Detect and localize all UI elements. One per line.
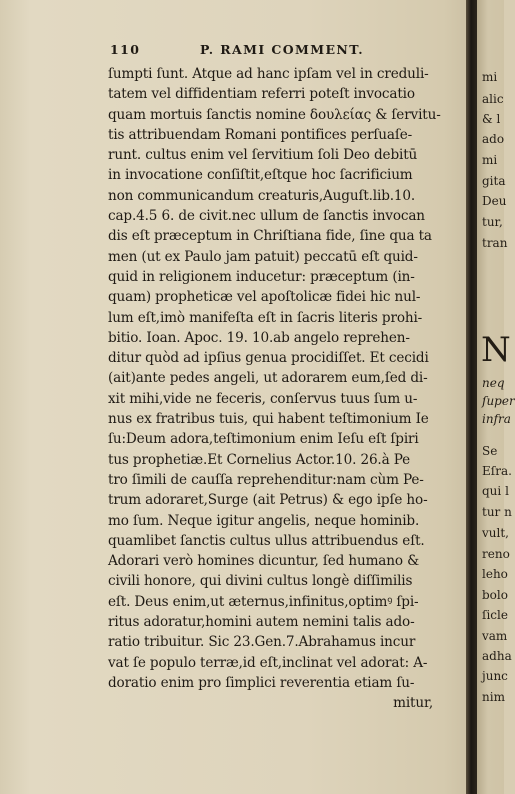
right-page-fragment: tur, — [482, 215, 503, 229]
text-line: ſumpti ſunt. Atque ad hanc ipſam vel in creduli- — [108, 66, 429, 82]
text-line: (ait)ante pedes angeli, ut adorarem eum,ſed di- — [108, 370, 428, 387]
right-page-initial: N — [481, 330, 511, 370]
right-page-fragment: alic — [482, 92, 504, 106]
right-page-fragment: mi — [482, 153, 498, 167]
text-line: quamlibet ſanctis cultus ullus attribuendus eſt. — [108, 532, 425, 549]
right-page-fragment: nim — [482, 690, 505, 704]
text-line: men (ut ex Paulo jam patuit) peccatū eſt quid- — [108, 248, 418, 265]
text-line: doratio enim pro ſimplici reverentia etiam ſu- — [108, 674, 415, 691]
text-line: trum adoraret,Surge (ait Petrus) & ego ipſe ho- — [108, 492, 428, 509]
text-line: runt. cultus enim vel ſervitium ſoli Deo debitū — [108, 147, 418, 164]
text-line: lum eſt,imò manifeſta eſt in ſacris literis prohi- — [108, 309, 423, 326]
right-page-fragment: vam — [482, 629, 508, 643]
text-line: dis eſt præceptum in Chriſtiana fide, ſine qua ta — [108, 228, 432, 245]
text-line: ſu:Deum adora,teſtimonium enim Ieſu eſt ſpiri — [108, 431, 419, 448]
right-page-fragment: reno — [482, 547, 510, 561]
right-page-fragment: ado — [482, 132, 505, 146]
right-page-fragment: leho — [482, 567, 508, 581]
text-line: tis attribuendam Romani pontifices perſuaſe- — [108, 126, 413, 143]
text-line: tus prophetiæ.Et Cornelius Actor.10. 26.à Pe — [108, 451, 411, 468]
text-line: quid in religionem inducetur: præceptum (in- — [108, 268, 415, 285]
text-line: vat ſe populo terræ,id eſt,inclinat vel adorat: A- — [108, 654, 428, 671]
text-line: tatem vel diffidentiam referri poteſt invocatio — [108, 86, 415, 103]
right-page-fragment: Deu — [482, 194, 507, 208]
right-page-fragment: ſuper — [482, 394, 515, 408]
right-page-fragment: neq — [482, 376, 505, 390]
text-line: eſt. Deus enim,ut æternus,infinitus,optimꝰ ſpi- — [108, 593, 419, 610]
text-line: nus ex fratribus tuis, qui habent teſtimonium Ie — [108, 411, 429, 428]
text-line: quam mortuis ſanctis nomine δουλείας & ſervitu- — [108, 106, 441, 123]
text-line: ritus adoratur,homini autem nemini talis ado- — [108, 614, 415, 631]
right-page-fragment: qui l — [482, 484, 509, 498]
right-page-fragment: bolo — [482, 588, 508, 602]
text-line: civili honore, qui divini cultus longè diſſimilis — [108, 573, 413, 590]
book-gutter — [466, 0, 477, 794]
text-line: ratio tribuitur. Sic 23.Gen.7.Abrahamus incur — [108, 634, 416, 651]
right-page-fragment: tran — [482, 236, 508, 250]
text-line: mitur, — [393, 695, 433, 712]
right-page-fragment: junc — [482, 669, 508, 683]
text-line: in invocatione conſiſtit,eſtque hoc ſacrificium — [108, 167, 413, 184]
text-line: xit mihi,vide ne feceris, conſervus tuus ſum u- — [108, 390, 418, 407]
text-line: bitio. Ioan. Apoc. 19. 10.ab angelo reprehen- — [108, 329, 410, 346]
right-page-fragment: Eſra. — [482, 464, 512, 478]
running-head-title: P. RAMI COMMENT. — [200, 42, 365, 57]
right-page-fragment: gita — [482, 174, 506, 188]
text-line: non communicandum creaturis,Auguſt.lib.10. — [108, 187, 416, 204]
text-line: cap.4.5 6. de civit.nec ullum de ſanctis invocan — [108, 208, 425, 225]
right-page-edge — [477, 0, 515, 794]
right-page-fragment: Se — [482, 444, 498, 458]
running-head — [108, 40, 463, 64]
text-line: ditur quòd ad ipſius genua procidiſſet. Et cecidi — [108, 350, 429, 367]
right-page-fragment: ſicle — [482, 608, 508, 622]
left-page-text-block — [108, 40, 463, 780]
text-line: Adorari verò homines dicuntur, ſed humano & — [108, 553, 420, 570]
right-page-fragment: tur n — [482, 505, 512, 519]
right-page-fragment: infra — [482, 412, 511, 426]
text-line: tro ſimili de cauſſa reprehenditur:nam cùm Pe- — [108, 471, 424, 488]
right-page-fragment: mi — [482, 70, 498, 84]
right-page-fragment: vult, — [482, 526, 509, 540]
page-number: 110 — [110, 42, 141, 57]
body-text — [108, 64, 463, 714]
right-page-fragment: & l — [482, 112, 501, 126]
right-page-fragment: adha — [482, 649, 512, 663]
text-line: quam) propheticæ vel apoſtolicæ fidei hic nul- — [108, 289, 421, 306]
text-line: mo ſum. Neque igitur angelis, neque hominib. — [108, 512, 420, 529]
